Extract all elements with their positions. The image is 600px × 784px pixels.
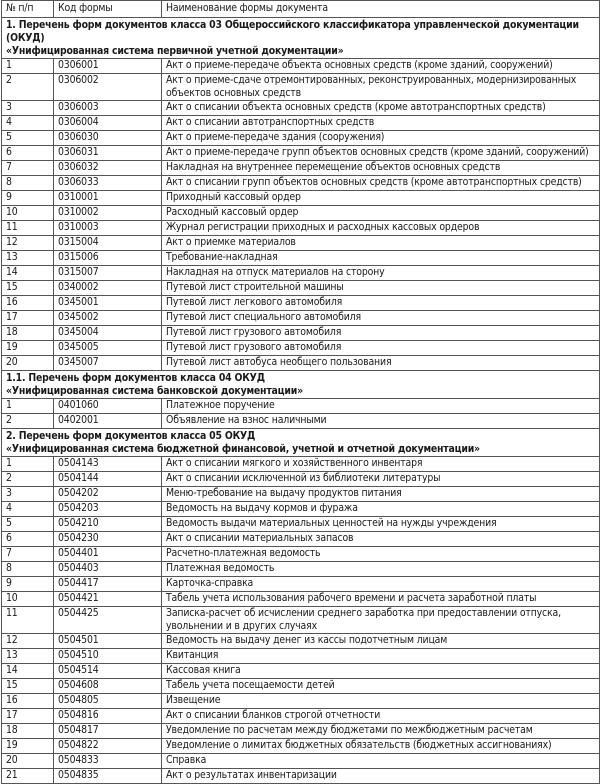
row-number: 8 [2, 176, 54, 191]
form-code: 0504805 [54, 694, 162, 709]
form-name: Журнал регистрации приходных и расходных кассовых ордеров [162, 221, 600, 236]
table-row [2, 399, 600, 414]
header-row [2, 1, 600, 18]
form-code: 0504401 [54, 547, 162, 562]
section-title [2, 429, 600, 457]
row-number: 15 [2, 679, 54, 694]
row-number: 3 [2, 101, 54, 116]
form-name: Уведомление по расчетам между бюджетами по межбюджетным расчетам [162, 724, 600, 739]
section-title-line2: «Унифицированная система банковской документации» [6, 385, 303, 397]
row-number: 18 [2, 326, 54, 341]
form-code: 0310002 [54, 206, 162, 221]
form-code: 0345007 [54, 356, 162, 371]
form-code: 0504822 [54, 739, 162, 754]
form-code: 0315006 [54, 251, 162, 266]
header-number: № п/п [2, 1, 54, 18]
row-number: 1 [2, 399, 54, 414]
table-row [2, 679, 600, 694]
table-row [2, 532, 600, 547]
table-row [2, 739, 600, 754]
section-title-line1: 2. Перечень форм документов класса 05 ОКУД [6, 430, 256, 442]
table-row [2, 649, 600, 664]
table-row [2, 131, 600, 146]
row-number: 20 [2, 754, 54, 769]
row-number: 10 [2, 592, 54, 607]
form-name: Табель учета посещаемости детей [162, 679, 600, 694]
form-code: 0310001 [54, 191, 162, 206]
form-name: Накладная на внутреннее перемещение объектов основных средств [162, 161, 600, 176]
row-number: 7 [2, 547, 54, 562]
form-code: 0345004 [54, 326, 162, 341]
row-number: 4 [2, 116, 54, 131]
form-name: Путевой лист легкового автомобиля [162, 296, 600, 311]
form-name: Акт о результатах инвентаризации [162, 769, 600, 784]
table-row [2, 487, 600, 502]
table-row [2, 311, 600, 326]
form-code: 0504510 [54, 649, 162, 664]
row-number: 13 [2, 649, 54, 664]
form-name: Объявление на взнос наличными [162, 414, 600, 429]
header-form-name: Наименование формы документа [162, 1, 600, 18]
form-code: 0306004 [54, 116, 162, 131]
form-name: Справка [162, 754, 600, 769]
form-name: Кассовая книга [162, 664, 600, 679]
form-code: 0504143 [54, 457, 162, 472]
form-code: 0504514 [54, 664, 162, 679]
form-code: 0504417 [54, 577, 162, 592]
table-row [2, 517, 600, 532]
row-number: 19 [2, 341, 54, 356]
form-code: 0504817 [54, 724, 162, 739]
section-title-line2: «Унифицированная система бюджетной финансовой, учетной и отчетной документации» [6, 443, 480, 455]
table-row [2, 281, 600, 296]
form-name: Акт о списании объекта основных средств (кроме автотранспортных средств) [162, 101, 600, 116]
row-number: 16 [2, 694, 54, 709]
form-name: Приходный кассовый ордер [162, 191, 600, 206]
form-name: Акт о списании автотранспортных средств [162, 116, 600, 131]
row-number: 17 [2, 311, 54, 326]
form-name: Ведомость на выдачу денег из кассы подотчетным лицам [162, 634, 600, 649]
table-row [2, 592, 600, 607]
form-name: Накладная на отпуск материалов на сторону [162, 266, 600, 281]
table-row [2, 236, 600, 251]
form-name: Путевой лист строительной машины [162, 281, 600, 296]
table-row [2, 116, 600, 131]
section-title-line2: «Унифицированная система первичной учетной документации» [6, 45, 344, 57]
section-header-row [2, 18, 600, 59]
form-name: Уведомление о лимитах бюджетных обязательств (бюджетных ассигнованиях) [162, 739, 600, 754]
form-code: 0504501 [54, 634, 162, 649]
row-number: 12 [2, 634, 54, 649]
table-row [2, 577, 600, 592]
section-title-line1: 1.1. Перечень форм документов класса 04 ОКУД [6, 372, 265, 384]
table-row [2, 101, 600, 116]
table-row [2, 341, 600, 356]
form-code: 0504816 [54, 709, 162, 724]
okud-forms-table [1, 0, 600, 784]
form-name: Табель учета использования рабочего времени и расчета заработной платы [162, 592, 600, 607]
row-number: 20 [2, 356, 54, 371]
row-number: 9 [2, 191, 54, 206]
form-code: 0306033 [54, 176, 162, 191]
table-row [2, 161, 600, 176]
row-number: 10 [2, 206, 54, 221]
row-number: 5 [2, 131, 54, 146]
row-number: 7 [2, 161, 54, 176]
row-number: 21 [2, 769, 54, 784]
table-row [2, 607, 600, 634]
table-row [2, 296, 600, 311]
table-row [2, 356, 600, 371]
form-name: Требование-накладная [162, 251, 600, 266]
row-number: 6 [2, 532, 54, 547]
form-name: Акт о приеме-передаче групп объектов основных средств (кроме зданий, сооружений) [162, 146, 600, 161]
row-number: 2 [2, 74, 54, 101]
row-number: 5 [2, 517, 54, 532]
form-code: 0315007 [54, 266, 162, 281]
form-name: Меню-требование на выдачу продуктов питания [162, 487, 600, 502]
form-name: Расходный кассовый ордер [162, 206, 600, 221]
form-code: 0345002 [54, 311, 162, 326]
form-name: Акт о приемке материалов [162, 236, 600, 251]
form-name: Акт о списании исключенной из библиотеки литературы [162, 472, 600, 487]
table-row [2, 709, 600, 724]
row-number: 9 [2, 577, 54, 592]
table-row [2, 769, 600, 784]
table-body [2, 18, 600, 784]
row-number: 16 [2, 296, 54, 311]
form-code: 0345005 [54, 341, 162, 356]
form-code: 0402001 [54, 414, 162, 429]
table-row [2, 191, 600, 206]
table-row [2, 562, 600, 577]
row-number: 15 [2, 281, 54, 296]
row-number: 12 [2, 236, 54, 251]
form-name: Квитанция [162, 649, 600, 664]
row-number: 11 [2, 221, 54, 236]
form-code: 0504833 [54, 754, 162, 769]
form-code: 0306030 [54, 131, 162, 146]
form-code: 0306003 [54, 101, 162, 116]
row-number: 13 [2, 251, 54, 266]
form-name: Путевой лист автобуса необщего пользования [162, 356, 600, 371]
table-row [2, 754, 600, 769]
form-code: 0504421 [54, 592, 162, 607]
row-number: 14 [2, 266, 54, 281]
form-code: 0310003 [54, 221, 162, 236]
form-name: Карточка-справка [162, 577, 600, 592]
form-code: 0340002 [54, 281, 162, 296]
table-row [2, 472, 600, 487]
row-number: 17 [2, 709, 54, 724]
form-name: Акт о приеме-передаче объекта основных средств (кроме зданий, сооружений) [162, 59, 600, 74]
table-row [2, 414, 600, 429]
form-name: Записка-расчет об исчислении среднего заработка при предоставлении отпуска, увольнении и в других случаях [162, 607, 600, 634]
row-number: 6 [2, 146, 54, 161]
form-code: 0504425 [54, 607, 162, 634]
form-code: 0504230 [54, 532, 162, 547]
table-row [2, 724, 600, 739]
row-number: 18 [2, 724, 54, 739]
table-row [2, 59, 600, 74]
section-header-row [2, 371, 600, 399]
form-code: 0504210 [54, 517, 162, 532]
table-row [2, 694, 600, 709]
table-row [2, 221, 600, 236]
row-number: 4 [2, 502, 54, 517]
form-code: 0345001 [54, 296, 162, 311]
table-row [2, 206, 600, 221]
row-number: 2 [2, 414, 54, 429]
table-row [2, 146, 600, 161]
form-code: 0504202 [54, 487, 162, 502]
table-row [2, 457, 600, 472]
row-number: 8 [2, 562, 54, 577]
table-row [2, 547, 600, 562]
row-number: 1 [2, 457, 54, 472]
form-name: Акт о списании бланков строгой отчетности [162, 709, 600, 724]
row-number: 19 [2, 739, 54, 754]
table-row [2, 634, 600, 649]
form-name: Акт о списании материальных запасов [162, 532, 600, 547]
section-title [2, 371, 600, 399]
form-name: Путевой лист грузового автомобиля [162, 341, 600, 356]
form-code: 0504608 [54, 679, 162, 694]
row-number: 11 [2, 607, 54, 634]
section-title [2, 18, 600, 59]
form-code: 0306001 [54, 59, 162, 74]
row-number: 14 [2, 664, 54, 679]
form-name: Платежное поручение [162, 399, 600, 414]
table-row [2, 664, 600, 679]
form-code: 0401060 [54, 399, 162, 414]
table-row [2, 266, 600, 281]
form-name: Расчетно-платежная ведомость [162, 547, 600, 562]
form-code: 0504403 [54, 562, 162, 577]
row-number: 2 [2, 472, 54, 487]
header-form-code: Код формы [54, 1, 162, 18]
row-number: 3 [2, 487, 54, 502]
section-title-line1: 1. Перечень форм документов класса 03 Общероссийского классификатора управленческой документации (ОКУД) [6, 19, 579, 44]
form-name: Акт о приеме-сдаче отремонтированных, реконструированных, модернизированных объектов основных средств [162, 74, 600, 101]
form-name: Акт о списании групп объектов основных средств (кроме автотранспортных средств) [162, 176, 600, 191]
form-code: 0306032 [54, 161, 162, 176]
form-name: Ведомость на выдачу кормов и фуража [162, 502, 600, 517]
table-row [2, 326, 600, 341]
table-row [2, 251, 600, 266]
form-name: Путевой лист грузового автомобиля [162, 326, 600, 341]
form-name: Путевой лист специального автомобиля [162, 311, 600, 326]
form-name: Извещение [162, 694, 600, 709]
form-code: 0504835 [54, 769, 162, 784]
form-code: 0306031 [54, 146, 162, 161]
form-code: 0306002 [54, 74, 162, 101]
table-row [2, 74, 600, 101]
form-name: Акт о приеме-передаче здания (сооружения) [162, 131, 600, 146]
table-row [2, 502, 600, 517]
row-number: 1 [2, 59, 54, 74]
table-row [2, 176, 600, 191]
form-code: 0504203 [54, 502, 162, 517]
form-code: 0504144 [54, 472, 162, 487]
form-name: Акт о списании мягкого и хозяйственного инвентаря [162, 457, 600, 472]
section-header-row [2, 429, 600, 457]
form-code: 0315004 [54, 236, 162, 251]
form-name: Ведомость выдачи материальных ценностей на нужды учреждения [162, 517, 600, 532]
form-name: Платежная ведомость [162, 562, 600, 577]
